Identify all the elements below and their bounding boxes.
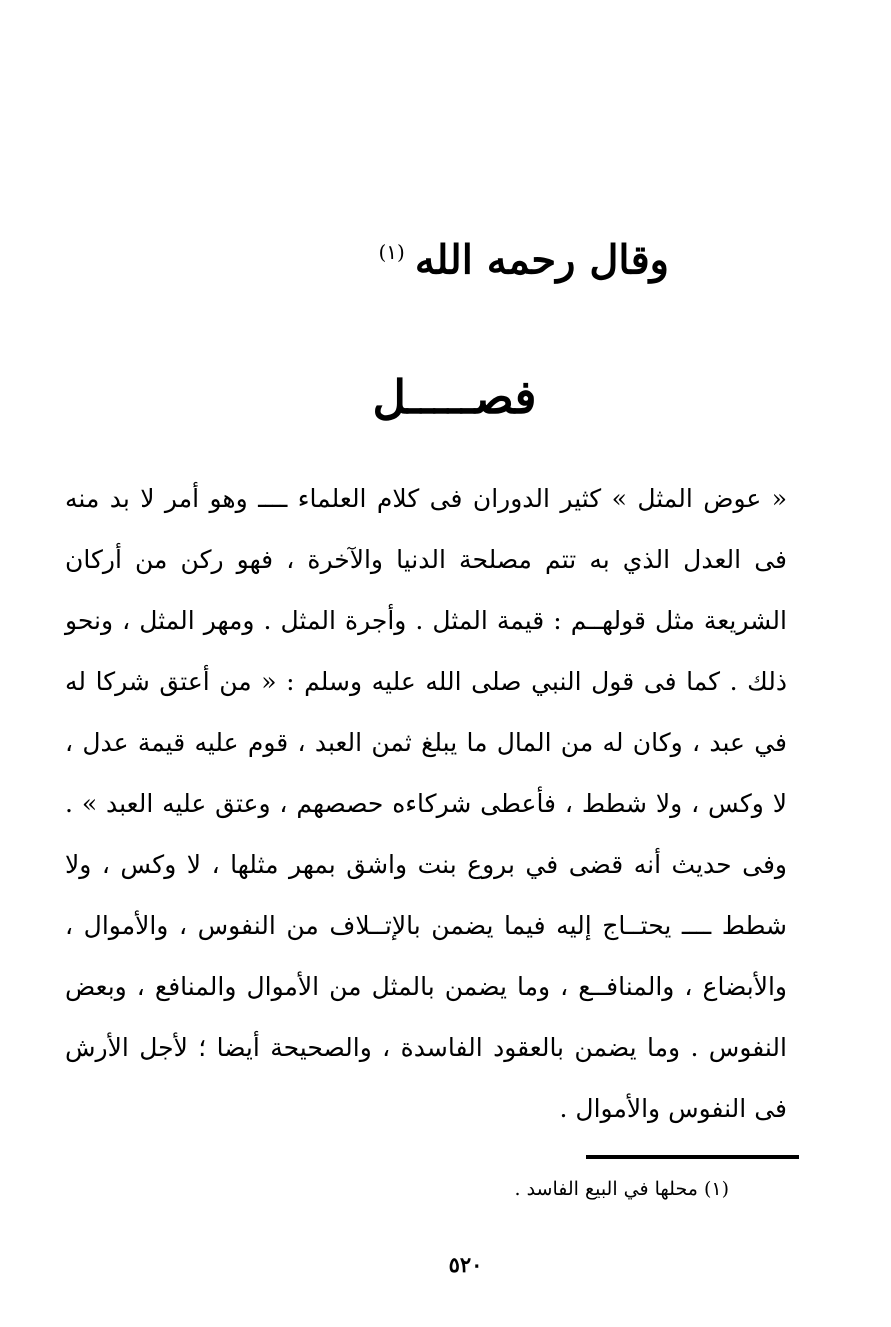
- body-line: في عبد ، وكان له من المال ما يبلغ ثمن العبد ، قوم عليه قيمة عدل ،: [65, 728, 787, 757]
- body-line: « عوض المثل » كثير الدوران فى كلام العلماء ــــ وهو أمر لا بد منه: [65, 484, 787, 513]
- body-line: الشريعة مثل قولهــم : قيمة المثل . وأجرة المثل . ومهر المثل ، ونحو: [65, 606, 787, 635]
- footnote-divider: [586, 1155, 799, 1159]
- chapter-heading: [378, 222, 669, 290]
- body-line: وفى حديث أنه قضى في بروع بنت واشق بمهر مثلها ، لا وكس ، ولا: [65, 850, 787, 879]
- heading-text: وقال رحمه الله: [414, 236, 669, 284]
- section-title: فصـــــل: [372, 370, 537, 424]
- body-text: [65, 468, 787, 1139]
- body-line: والأبضاع ، والمنافــع ، وما يضمن بالمثل من الأموال والمنافع ، وبعض: [65, 972, 787, 1001]
- body-line: شطط ــــ يحتــاج إليه فيما يضمن بالإتــلاف من النفوس ، والأموال ،: [65, 911, 787, 940]
- body-line: فى العدل الذي به تتم مصلحة الدنيا والآخرة ، فهو ركن من أركان: [65, 545, 787, 574]
- page-number: ٥٢٠: [448, 1252, 483, 1277]
- footnote-reference: (١): [378, 240, 405, 264]
- body-line: ذلك . كما فى قول النبي صلى الله عليه وسلم : « من أعتق شركا له: [65, 667, 787, 696]
- footnote: (١) محلها في البيع الفاسد .: [514, 1178, 729, 1200]
- body-line: لا وكس ، ولا شطط ، فأعطى شركاءه حصصهم ، وعتق عليه العبد » .: [65, 789, 787, 818]
- body-line: النفوس . وما يضمن بالعقود الفاسدة ، والصحيحة أيضا ؛ لأجل الأرش: [65, 1033, 787, 1062]
- body-line: فى النفوس والأموال .: [559, 1094, 787, 1123]
